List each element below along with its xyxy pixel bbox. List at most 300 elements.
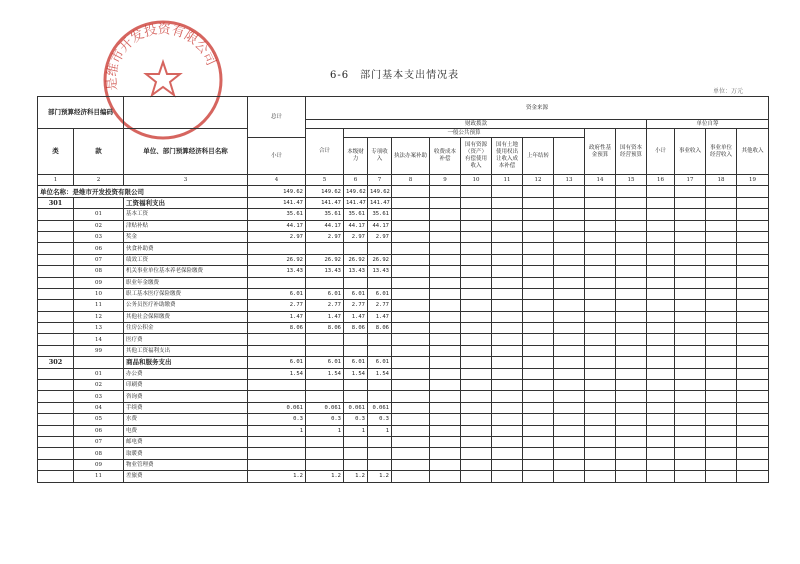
empty-cell: [392, 288, 430, 299]
sum-cell: 6.01: [306, 357, 344, 368]
empty-cell: [554, 243, 585, 254]
empty-cell: [675, 345, 706, 356]
total-cell: [248, 380, 306, 391]
sum-cell: 0.3: [306, 414, 344, 425]
general-budget-header: 一般公共预算: [344, 129, 585, 138]
empty-cell: [737, 300, 769, 311]
empty-cell: [523, 380, 554, 391]
item-name-cell: 津贴补贴: [124, 220, 248, 231]
small-cell: 26.92: [344, 254, 368, 265]
empty-cell: [430, 471, 461, 482]
small-cell: 8.06: [344, 323, 368, 334]
total-cell: 26.92: [248, 254, 306, 265]
class-code-cell: [38, 288, 74, 299]
item-code-cell: 11: [74, 300, 124, 311]
total-cell: 141.47: [248, 197, 306, 208]
empty-cell: [461, 277, 492, 288]
sum-cell: [306, 459, 344, 470]
empty-cell: [616, 368, 647, 379]
empty-cell: [706, 231, 737, 242]
table-row: [38, 220, 769, 231]
empty-cell: [585, 254, 616, 265]
class-code-cell: [38, 277, 74, 288]
unit-row: [38, 186, 769, 197]
empty-cell: [554, 220, 585, 231]
class-code-cell: [38, 391, 74, 402]
empty-cell: [392, 300, 430, 311]
total-cell: [248, 243, 306, 254]
empty-cell: [392, 277, 430, 288]
empty-cell: [706, 323, 737, 334]
empty-cell: [706, 414, 737, 425]
empty-cell: [647, 243, 675, 254]
empty-cell: [461, 368, 492, 379]
local-cell: 6.01: [368, 357, 392, 368]
empty-cell: [430, 323, 461, 334]
empty-cell: [706, 266, 737, 277]
svg-text:是维市开发投资有限公司: [105, 21, 219, 91]
small-cell: [344, 334, 368, 345]
sum-cell: 44.17: [306, 220, 344, 231]
column-number-cell: 18: [706, 175, 737, 186]
local-cell: 6.01: [368, 288, 392, 299]
empty-cell: [585, 448, 616, 459]
sum-cell: 1.54: [306, 368, 344, 379]
empty-cell: [461, 243, 492, 254]
column-number-cell: 12: [523, 175, 554, 186]
empty-cell: [461, 300, 492, 311]
empty-cell: [737, 231, 769, 242]
class-code-cell: [38, 220, 74, 231]
local-cell: 44.17: [368, 220, 392, 231]
fee-compensation-header: 收费成本补偿: [430, 138, 461, 175]
sum-cell: 2.97: [306, 231, 344, 242]
small-cell: [344, 391, 368, 402]
small-cell: 13.43: [344, 266, 368, 277]
item-header: 款: [74, 129, 124, 175]
column-number-cell: 6: [344, 175, 368, 186]
empty-cell: [430, 334, 461, 345]
empty-cell: [392, 323, 430, 334]
empty-cell: [737, 402, 769, 413]
empty-cell: [616, 209, 647, 220]
item-code-cell: 05: [74, 414, 124, 425]
empty-cell: [585, 220, 616, 231]
empty-cell: [554, 277, 585, 288]
empty-cell: [616, 345, 647, 356]
empty-cell: [585, 209, 616, 220]
item-code-cell: 08: [74, 266, 124, 277]
subtotal-header: 合计: [306, 129, 344, 175]
empty-cell: [675, 209, 706, 220]
sum-cell: 1.47: [306, 311, 344, 322]
column-number-cell: 14: [585, 175, 616, 186]
local-cell: [368, 277, 392, 288]
empty-cell: [492, 266, 523, 277]
item-name-cell: 伙食补助费: [124, 243, 248, 254]
empty-cell: [585, 243, 616, 254]
empty-cell: [675, 368, 706, 379]
empty-cell: [647, 323, 675, 334]
empty-cell: [554, 448, 585, 459]
small-cell: 1.47: [344, 311, 368, 322]
empty-cell: [675, 448, 706, 459]
empty-cell: [737, 436, 769, 447]
empty-cell: [647, 459, 675, 470]
empty-cell: [492, 243, 523, 254]
empty-cell: [492, 368, 523, 379]
empty-cell: [392, 391, 430, 402]
table-row: [38, 402, 769, 413]
item-code-cell: 09: [74, 459, 124, 470]
total-cell: [248, 436, 306, 447]
funding-source-header: 资金来源: [306, 97, 769, 120]
empty-cell: [675, 391, 706, 402]
table-row: [38, 334, 769, 345]
table-row: [38, 277, 769, 288]
empty-cell: [706, 436, 737, 447]
empty-cell: [585, 311, 616, 322]
local-cell: 1.54: [368, 368, 392, 379]
column-number-cell: 11: [492, 175, 523, 186]
item-code-cell: 09: [74, 277, 124, 288]
item-name-cell: 印刷费: [124, 380, 248, 391]
empty-cell: [737, 425, 769, 436]
empty-cell: [430, 414, 461, 425]
local-cell: 1.47: [368, 311, 392, 322]
column-number-cell: 4: [248, 175, 306, 186]
empty-cell: [706, 471, 737, 482]
empty-cell: [675, 311, 706, 322]
unit-local-cell: 149.62: [368, 186, 392, 197]
empty-cell: [492, 334, 523, 345]
empty-cell: [585, 231, 616, 242]
local-cell: 0.061: [368, 402, 392, 413]
empty-cell: [616, 414, 647, 425]
empty-cell: [737, 277, 769, 288]
item-name-cell: 住房公积金: [124, 323, 248, 334]
sum-cell: 13.43: [306, 266, 344, 277]
local-cell: 2.97: [368, 231, 392, 242]
class-code-cell: [38, 368, 74, 379]
empty-cell: [554, 368, 585, 379]
empty-cell: [647, 402, 675, 413]
empty-cell: [461, 448, 492, 459]
sum-cell: [306, 391, 344, 402]
class-code-cell: [38, 414, 74, 425]
empty-cell: [554, 425, 585, 436]
class-header: 类: [38, 129, 74, 175]
item-code-cell: 99: [74, 345, 124, 356]
empty-cell: [492, 220, 523, 231]
total-cell: 0.3: [248, 414, 306, 425]
empty-cell: [675, 436, 706, 447]
empty-cell: [461, 391, 492, 402]
sum-cell: [306, 380, 344, 391]
empty-cell: [461, 414, 492, 425]
empty-cell: [647, 311, 675, 322]
empty-cell: [585, 300, 616, 311]
class-code-cell: [38, 323, 74, 334]
empty-cell: [706, 209, 737, 220]
empty-cell: [492, 254, 523, 265]
empty-cell: [430, 209, 461, 220]
empty-cell: [492, 288, 523, 299]
table-row: [38, 391, 769, 402]
unit-name-cell: 单位名称：是维市开发投资有限公司: [38, 186, 248, 197]
empty-cell: [737, 380, 769, 391]
empty-cell: [492, 209, 523, 220]
column-number-cell: 3: [124, 175, 248, 186]
empty-cell: [585, 368, 616, 379]
empty-cell: [523, 300, 554, 311]
empty-cell: [392, 266, 430, 277]
empty-cell: [392, 448, 430, 459]
total-cell: 2.77: [248, 300, 306, 311]
empty-cell: [616, 220, 647, 231]
item-name-cell: 物业管理费: [124, 459, 248, 470]
item-name-cell: 工资福利支出: [124, 197, 248, 208]
table-row: [38, 459, 769, 470]
small-cell: 1.54: [344, 368, 368, 379]
empty-cell: [492, 311, 523, 322]
column-number-cell: 1: [38, 175, 74, 186]
empty-cell: [647, 266, 675, 277]
table-row: [38, 254, 769, 265]
local-cell: 0.3: [368, 414, 392, 425]
empty-cell: [647, 300, 675, 311]
total-cell: 35.61: [248, 209, 306, 220]
empty-cell: [461, 334, 492, 345]
empty-cell: [616, 471, 647, 482]
local-cell: 13.43: [368, 266, 392, 277]
empty-cell: [492, 391, 523, 402]
item-name-cell: 奖金: [124, 231, 248, 242]
empty-cell: [492, 300, 523, 311]
empty-cell: [461, 425, 492, 436]
class-code-cell: [38, 380, 74, 391]
unit-label: 单位：万元: [713, 88, 744, 95]
total-cell: 2.97: [248, 231, 306, 242]
column-number-cell: 5: [306, 175, 344, 186]
empty-cell: [585, 425, 616, 436]
empty-cell: [737, 471, 769, 482]
empty-cell: [616, 266, 647, 277]
total-cell: [248, 391, 306, 402]
empty-cell: [675, 220, 706, 231]
empty-cell: [392, 220, 430, 231]
empty-cell: [675, 323, 706, 334]
item-code-cell: 13: [74, 323, 124, 334]
seal-text: 是维市开发投资有限公司: [104, 22, 219, 91]
budget-table: [37, 96, 769, 483]
empty-cell: [554, 345, 585, 356]
empty-cell: [492, 448, 523, 459]
empty-cell: [675, 425, 706, 436]
empty-cell: [585, 197, 616, 208]
total-cell: 6.01: [248, 357, 306, 368]
empty-cell: [647, 231, 675, 242]
empty-cell: [585, 380, 616, 391]
empty-cell: [675, 334, 706, 345]
empty-cell: [492, 414, 523, 425]
empty-cell: [706, 288, 737, 299]
item-name-cell: 机关事业单位基本养老保险缴费: [124, 266, 248, 277]
small-cell: 44.17: [344, 220, 368, 231]
empty-cell: [523, 231, 554, 242]
empty-cell: [523, 311, 554, 322]
class-code-cell: [38, 334, 74, 345]
empty-cell: [675, 266, 706, 277]
empty-cell: [461, 402, 492, 413]
empty-cell: [430, 368, 461, 379]
empty-cell: [523, 368, 554, 379]
item-name-cell: 职业年金缴费: [124, 277, 248, 288]
empty-cell: [585, 357, 616, 368]
empty-cell: [523, 414, 554, 425]
local-cell: [368, 380, 392, 391]
empty-cell: [461, 471, 492, 482]
fiscal-header: 财政拨款: [306, 120, 647, 129]
empty-cell: [647, 414, 675, 425]
empty-cell: [647, 357, 675, 368]
empty-cell: [647, 288, 675, 299]
empty-cell: [430, 243, 461, 254]
table-row: [38, 425, 769, 436]
small-cell: [344, 380, 368, 391]
state-capital-header: 国有资本经营预算: [616, 129, 647, 175]
empty-cell: [523, 471, 554, 482]
empty-cell: [675, 402, 706, 413]
empty-cell: [706, 357, 737, 368]
empty-cell: [616, 448, 647, 459]
empty-cell: [492, 277, 523, 288]
page-title: 6-6 部门基本支出情况表: [330, 70, 460, 81]
item-code-cell: [74, 357, 124, 368]
empty-cell: [392, 380, 430, 391]
table-row: [38, 243, 769, 254]
small-cell: 0.3: [344, 414, 368, 425]
item-code-cell: 01: [74, 209, 124, 220]
item-name-cell: 职工基本医疗保险缴费: [124, 288, 248, 299]
empty-cell: [461, 380, 492, 391]
table-row: [38, 266, 769, 277]
class-code-cell: [38, 436, 74, 447]
table-row: [38, 231, 769, 242]
table-row: [38, 380, 769, 391]
sum-cell: [306, 436, 344, 447]
empty-cell: [706, 300, 737, 311]
empty-cell: [706, 402, 737, 413]
empty-cell: [585, 402, 616, 413]
empty-cell: [523, 209, 554, 220]
empty-cell: [392, 357, 430, 368]
empty-cell: [647, 254, 675, 265]
empty-cell: [737, 323, 769, 334]
table-row: [38, 288, 769, 299]
special-income-header: 专项收入: [368, 138, 392, 175]
small-cell: 1: [344, 425, 368, 436]
local-cell: 35.61: [368, 209, 392, 220]
empty-cell: [430, 425, 461, 436]
empty-cell: [523, 288, 554, 299]
small-cell: 2.97: [344, 231, 368, 242]
item-code-cell: 04: [74, 402, 124, 413]
empty-cell: [430, 459, 461, 470]
empty-cell: [585, 288, 616, 299]
local-cell: [368, 448, 392, 459]
column-number-cell: 2: [74, 175, 124, 186]
total-cell: 1: [248, 425, 306, 436]
empty-cell: [554, 471, 585, 482]
empty-cell: [706, 197, 737, 208]
empty-cell: [554, 197, 585, 208]
total-cell: 8.06: [248, 323, 306, 334]
small-cell: [344, 345, 368, 356]
empty-cell: [461, 436, 492, 447]
empty-cell: [554, 231, 585, 242]
empty-cell: [492, 345, 523, 356]
empty-cell: [616, 402, 647, 413]
empty-cell: [523, 357, 554, 368]
empty-cell: [430, 391, 461, 402]
empty-cell: [675, 300, 706, 311]
empty-cell: [675, 231, 706, 242]
sum-cell: 1: [306, 425, 344, 436]
table-row: [38, 311, 769, 322]
item-code-cell: 12: [74, 311, 124, 322]
empty-cell: [492, 323, 523, 334]
empty-cell: [675, 380, 706, 391]
total-cell: 44.17: [248, 220, 306, 231]
empty-cell: [461, 231, 492, 242]
empty-cell: [647, 391, 675, 402]
empty-cell: [737, 414, 769, 425]
empty-cell: [675, 357, 706, 368]
empty-cell: [430, 436, 461, 447]
empty-cell: [461, 209, 492, 220]
empty-cell: [706, 277, 737, 288]
class-code-cell: [38, 311, 74, 322]
empty-cell: [523, 459, 554, 470]
empty-cell: [737, 391, 769, 402]
empty-cell: [737, 311, 769, 322]
empty-cell: [585, 323, 616, 334]
local-cell: [368, 391, 392, 402]
empty-cell: [706, 345, 737, 356]
item-code-cell: 03: [74, 391, 124, 402]
empty-cell: [737, 368, 769, 379]
local-cell: 141.47: [368, 197, 392, 208]
sum-cell: 1.2: [306, 471, 344, 482]
item-name-cell: 其他社会保障缴费: [124, 311, 248, 322]
empty-cell: [737, 459, 769, 470]
empty-cell: [554, 391, 585, 402]
empty-cell: [523, 345, 554, 356]
small-cell: [344, 277, 368, 288]
empty-cell: [737, 357, 769, 368]
empty-cell: [430, 220, 461, 231]
small-cell: 141.47: [344, 197, 368, 208]
empty-cell: [554, 209, 585, 220]
empty-cell: [392, 345, 430, 356]
empty-cell: [492, 425, 523, 436]
empty-cell: [737, 254, 769, 265]
sum-cell: [306, 448, 344, 459]
small-cell: 6.01: [344, 357, 368, 368]
empty-cell: [675, 471, 706, 482]
small-header: 小计: [248, 138, 306, 175]
